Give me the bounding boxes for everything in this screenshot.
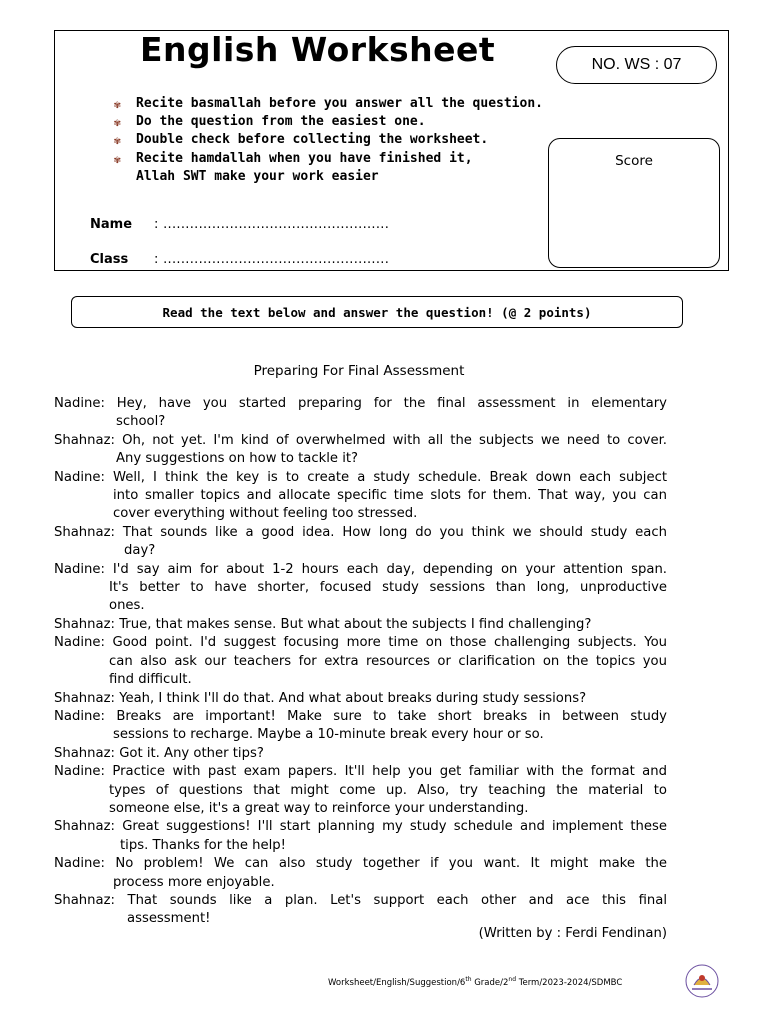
speaker-name: Nadine:	[54, 764, 105, 780]
instruction-item: ✾ Recite hamdallah when you have finished it,	[114, 151, 543, 169]
dialogue-text: That sounds like a good idea. How long do you think we should study each	[122, 524, 667, 540]
dialogue-continuation: ones.	[109, 598, 145, 614]
speaker-name: Shahnaz:	[54, 819, 115, 835]
flower-bullet-icon: ✾	[114, 152, 121, 166]
dialogue-text: I'd say aim for about 1-2 hours each day, depending on your attention span.	[112, 561, 667, 577]
dialogue-text: No problem! We can also study together if you want. It might make the	[115, 856, 667, 872]
speaker-name: Shahnaz:	[54, 690, 115, 706]
score-box	[548, 138, 720, 268]
instruction-banner: Read the text below and answer the question! (@ 2 points)	[71, 296, 683, 328]
dialogue-continuation: find difficult.	[109, 672, 192, 688]
speaker-name: Nadine:	[54, 396, 105, 411]
speaker-name: Shahnaz:	[54, 524, 115, 540]
dialogue-line	[54, 763, 667, 781]
instruction-item: ✾ Double check before collecting the worksheet.	[114, 132, 543, 150]
name-dots: : ...................................................	[154, 217, 390, 232]
dialogue-text: Good point. I'd suggest focusing more time on those challenging subjects. You	[112, 635, 668, 651]
dialogue	[54, 395, 667, 929]
passage-title: Preparing For Final Assessment	[253, 363, 465, 379]
dialogue-continuation: types of questions that might come up. Also, try teaching the material to	[109, 782, 667, 798]
flower-bullet-icon: ✾	[114, 98, 121, 111]
speaker-name: Shahnaz:	[54, 616, 115, 632]
dialogue-continuation: assessment!	[127, 911, 211, 927]
dialogue-text: Oh, not yet. I'm kind of overwhelmed with all the subjects we need to cover.	[122, 432, 667, 448]
flower-bullet-icon: ✾	[114, 134, 121, 148]
score-label: Score	[615, 153, 653, 169]
dialogue-continuation: sessions to recharge. Maybe a 10-minute break every hour or so.	[113, 727, 544, 743]
author-credit: (Written by : Ferdi Fendinan)	[478, 926, 667, 941]
dialogue-continuation: can also ask our teachers for extra resources or clarification on the topics you	[109, 653, 667, 669]
speaker-name: Shahnaz:	[54, 745, 115, 761]
dialogue-continuation: process more enjoyable.	[113, 874, 275, 890]
dialogue-text: Yeah, I think I'll do that. And what about breaks during study sessions?	[119, 690, 587, 706]
dialogue-line	[54, 524, 667, 542]
name-field[interactable]	[90, 217, 389, 232]
speaker-name: Nadine:	[54, 635, 105, 651]
dialogue-text: That sounds like a plan. Let's support each other and ace this final	[127, 892, 667, 908]
school-logo-icon	[684, 963, 720, 999]
dialogue-continuation: Any suggestions on how to tackle it?	[116, 451, 359, 467]
dialogue-line	[54, 745, 667, 763]
dialogue-text: Well, I think the key is to create a study schedule. Break down each subject	[113, 469, 667, 485]
dialogue-line	[54, 818, 667, 836]
dialogue-line	[54, 855, 667, 873]
dialogue-line	[54, 708, 667, 726]
speaker-name: Nadine:	[54, 856, 105, 872]
speaker-name: Nadine:	[54, 561, 105, 577]
class-label: Class	[90, 252, 129, 267]
name-label: Name	[90, 217, 133, 232]
class-field[interactable]	[90, 252, 389, 267]
dialogue-text: Practice with past exam papers. It'll help you get familiar with the format and	[112, 764, 667, 780]
dialogue-line	[54, 395, 667, 413]
worksheet-number: NO. WS : 07	[556, 46, 717, 84]
dialogue-line	[54, 634, 667, 652]
dialogue-text: Hey, have you started preparing for the final assessment in elementary	[116, 396, 667, 411]
dialogue-text: Great suggestions! I'll start planning my study schedule and implement these	[122, 819, 667, 835]
instruction-continuation: Allah SWT make your work easier	[136, 168, 379, 184]
dialogue-continuation: cover everything without feeling too stressed.	[113, 506, 418, 522]
dialogue-line	[54, 561, 667, 579]
dialogue-text: True, that makes sense. But what about the subjects I find challenging?	[119, 616, 592, 632]
speaker-name: Nadine:	[54, 708, 105, 724]
flower-bullet-icon: ✾	[114, 116, 121, 130]
dialogue-continuation: It's better to have shorter, focused study sessions than long, unproductive	[109, 580, 667, 596]
dialogue-continuation: into smaller topics and allocate specific time slots for them. That way, you can	[113, 488, 667, 504]
instructions-list	[114, 96, 543, 187]
dialogue-line	[54, 892, 667, 910]
dialogue-line	[54, 616, 667, 634]
speaker-name: Nadine:	[54, 469, 105, 485]
dialogue-text: Breaks are important! Make sure to take short breaks in between study	[116, 708, 667, 724]
speaker-name: Shahnaz:	[54, 892, 115, 908]
dialogue-continuation: someone else, it's a great way to reinforce your understanding.	[109, 800, 529, 816]
dialogue-continuation: tips. Thanks for the help!	[120, 837, 286, 853]
dialogue-line	[54, 690, 667, 708]
speaker-name: Shahnaz:	[54, 432, 115, 448]
dialogue-text: Got it. Any other tips?	[119, 745, 264, 761]
dialogue-continuation: day?	[124, 543, 156, 559]
worksheet-title: English Worksheet	[140, 30, 496, 69]
dialogue-line	[54, 469, 667, 487]
class-dots: : ...................................................	[154, 252, 390, 267]
dialogue-line	[54, 432, 667, 450]
dialogue-continuation: school?	[116, 414, 166, 430]
instruction-item: ✾ Do the question from the easiest one.	[114, 114, 543, 132]
footer-text: Worksheet/English/Suggestion/6th Grade/2nd Term/2023-2024/SDMBC	[328, 976, 623, 988]
instruction-item: ✾ Recite basmallah before you answer all the question.	[114, 96, 543, 114]
